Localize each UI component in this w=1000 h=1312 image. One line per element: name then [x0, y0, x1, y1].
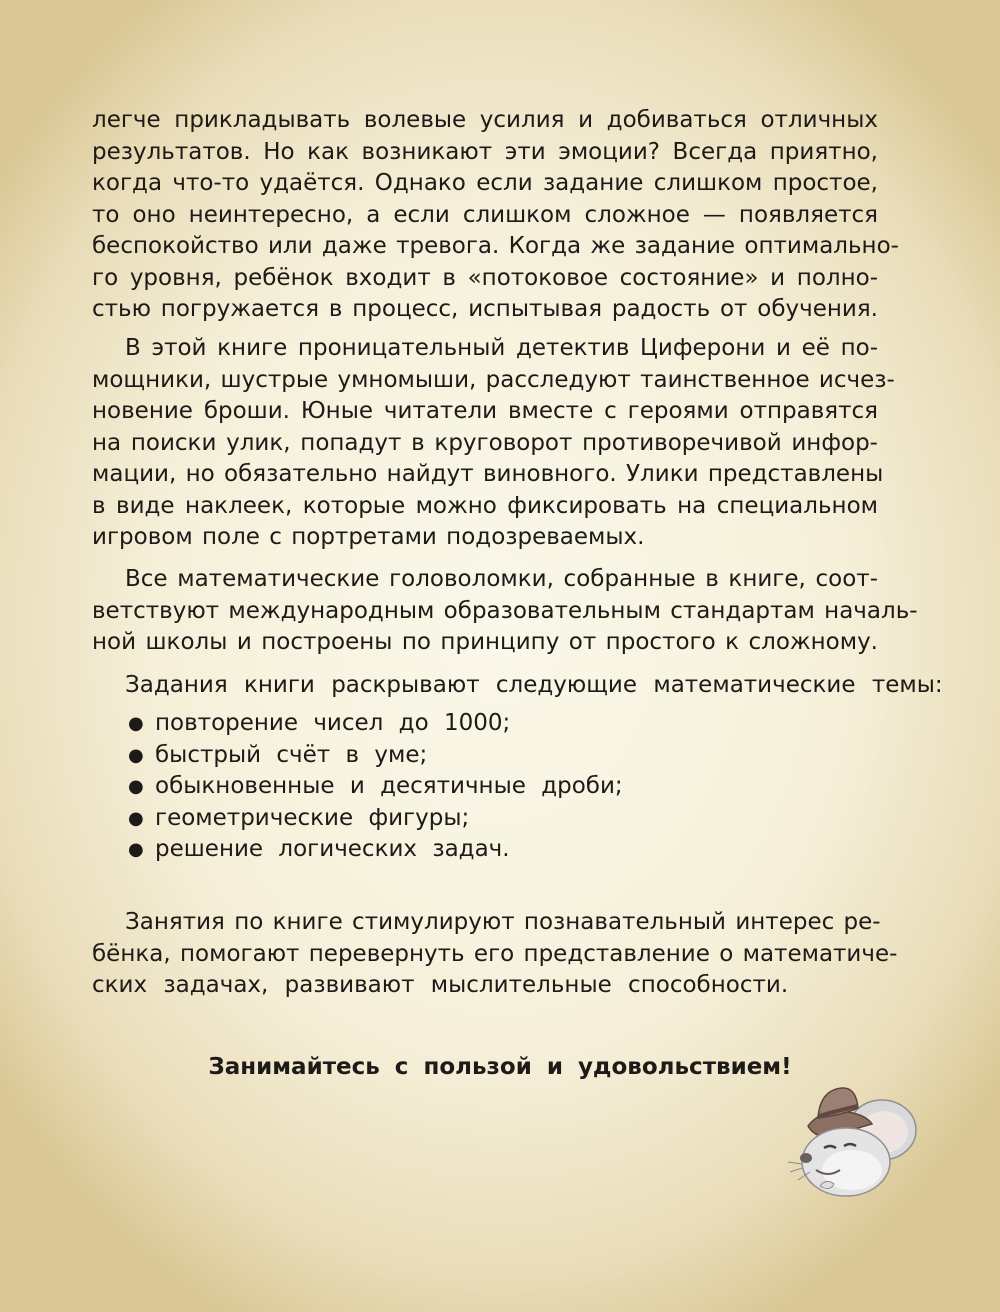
bullet-icon: ●: [128, 807, 144, 829]
text-line: в виде наклеек, которые можно фиксировать на специальном: [92, 492, 878, 519]
list-item-text: повторение чисел до 1000;: [155, 710, 511, 736]
text-line: ной школы и построены по принципу от простого к сложному.: [92, 629, 878, 655]
text-line: легче прикладывать волевые усилия и добиваться отличных: [92, 107, 878, 133]
list-item: [128, 834, 623, 866]
text-line: игровом поле с портретами подозреваемых.: [92, 524, 645, 550]
text-line: мощники, шустрые умномыши, расследуют таинственное исчез-: [92, 366, 895, 393]
text-line: то оно неинтересно, а если слишком сложное — появляется: [92, 201, 878, 228]
text-line: стью погружается в процесс, испытывая радость от обучения.: [92, 296, 878, 322]
bullet-icon: ●: [128, 744, 144, 766]
text-line: когда что-то удаётся. Однако если задание слишком простое,: [92, 170, 878, 196]
closing-slogan: Занимайтесь с пользой и удовольствием!: [208, 1054, 792, 1080]
list-item-text: геометрические фигуры;: [155, 804, 470, 831]
text-line: беспокойство или даже тревога. Когда же задание оптимально-: [92, 233, 899, 259]
text-line: Занятия по книге стимулируют познавательный интерес ре-: [125, 909, 881, 935]
text-line: бёнка, помогают перевернуть его представление о математиче-: [92, 940, 898, 967]
topics-intro-text: Задания книги раскрывают следующие математические темы:: [125, 672, 943, 698]
text-line: мации, но обязательно найдут виновного. Улики представлены: [92, 461, 884, 487]
paragraph-detective-story: [92, 333, 895, 554]
paragraph-flow-emotions: [92, 105, 899, 326]
list-item: [128, 803, 623, 835]
list-item: [128, 771, 623, 803]
text-line: на поиски улик, попадут в круговорот противоречивой инфор-: [92, 429, 878, 456]
bullet-icon: ●: [128, 839, 144, 860]
list-item-text: обыкновенные и десятичные дроби;: [155, 773, 623, 799]
text-line: Все математические головоломки, собранные в книге, соот-: [125, 566, 878, 592]
topics-intro: [92, 670, 943, 702]
list-item-text: решение логических задач.: [155, 836, 510, 862]
paragraph-benefits: [92, 907, 898, 1002]
bullet-icon: ●: [128, 776, 144, 797]
mouse-detective-icon: [786, 1078, 922, 1206]
paragraph-standards: [92, 564, 918, 659]
text-line: новение броши. Юные читатели вместе с героями отправятся: [92, 398, 878, 424]
list-item: [128, 708, 623, 740]
text-line: ветствуют международным образовательным стандартам началь-: [92, 597, 918, 624]
text-line: ских задачах, развивают мыслительные способности.: [92, 972, 789, 998]
list-item-text: быстрый счёт в уме;: [155, 741, 428, 768]
topics-list: [128, 708, 623, 866]
list-item: [128, 740, 623, 772]
text-line: В этой книге проницательный детектив Циферони и её по-: [125, 335, 878, 361]
bullet-icon: ●: [128, 713, 144, 734]
text-line: результатов. Но как возникают эти эмоции? Всегда приятно,: [92, 138, 878, 165]
text-line: го уровня, ребёнок входит в «потоковое состояние» и полно-: [92, 264, 878, 291]
